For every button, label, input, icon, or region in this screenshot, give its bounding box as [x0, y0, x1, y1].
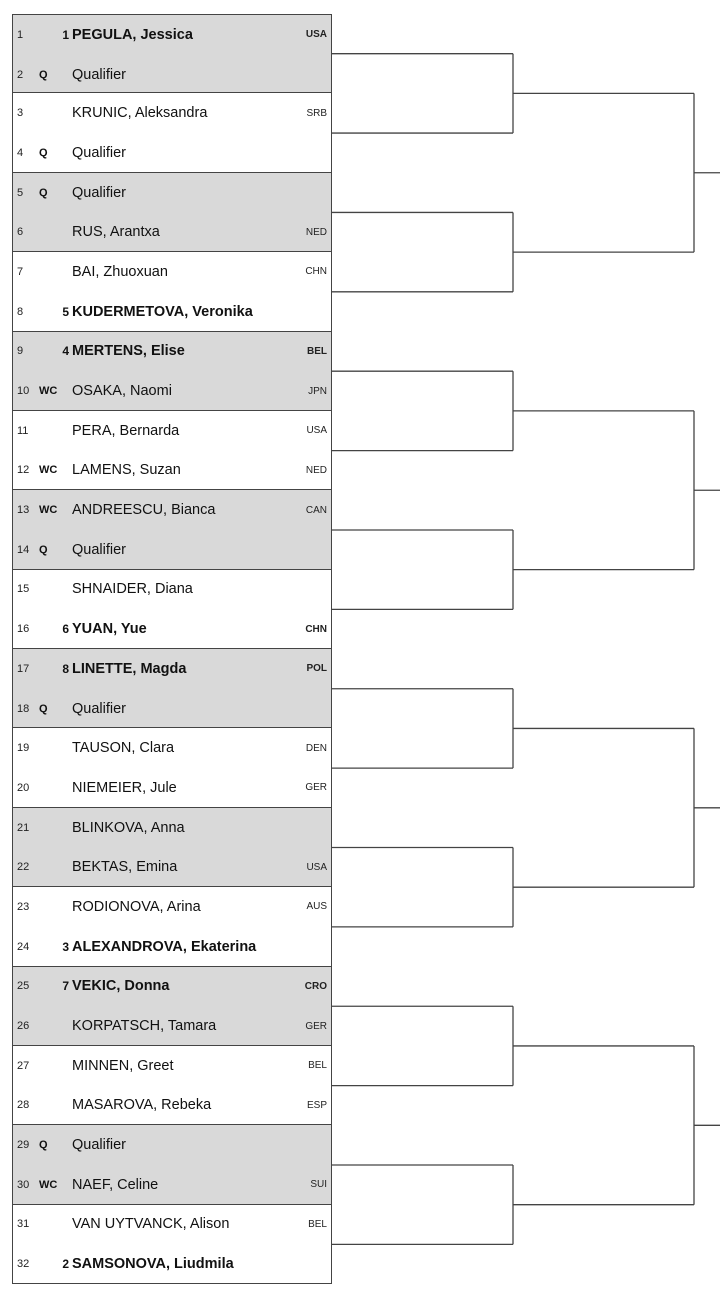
draw-entry[interactable]: [13, 1046, 331, 1086]
player-name: LINETTE, Magda: [72, 660, 187, 677]
player-name: KORPATSCH, Tamara: [72, 1018, 217, 1035]
draw-position: 18: [17, 702, 30, 715]
entry-tag: Q: [39, 1139, 48, 1152]
draw-position: 9: [17, 345, 24, 358]
draw-entry[interactable]: [13, 1125, 331, 1165]
match-pair: [12, 490, 332, 569]
draw-entry[interactable]: [13, 332, 331, 372]
player-name: TAUSON, Clara: [72, 740, 175, 757]
draw-entry[interactable]: [13, 768, 331, 808]
match-pair: [12, 93, 332, 172]
match-pair: [12, 1125, 332, 1204]
nationality: CHN: [305, 266, 327, 278]
player-name: YUAN, Yue: [72, 621, 147, 638]
draw-entry[interactable]: [13, 93, 331, 133]
draw-position: 11: [17, 424, 29, 437]
draw-entry[interactable]: [13, 1205, 331, 1245]
match-pair: [12, 570, 332, 649]
match-pair: [12, 411, 332, 490]
entry-tag: WC: [39, 504, 58, 517]
nationality: POL: [306, 663, 327, 675]
player-name: VAN UYTVANCK, Alison: [72, 1216, 230, 1233]
draw-position: 3: [17, 107, 24, 120]
draw-position: 25: [17, 980, 30, 993]
player-name: VEKIC, Donna: [72, 978, 170, 995]
entry-tag: Q: [39, 702, 48, 715]
draw-entry[interactable]: [13, 649, 331, 689]
draw-entry[interactable]: [13, 55, 331, 95]
nationality: USA: [305, 29, 327, 41]
player-name: SAMSONOVA, Liudmila: [72, 1256, 234, 1273]
nationality: DEN: [305, 742, 327, 754]
draw-position: 24: [17, 940, 30, 953]
nationality: JPN: [308, 385, 327, 397]
entry-tag: WC: [39, 385, 58, 398]
draw-position: 14: [17, 543, 30, 556]
entry-tag: Q: [39, 543, 48, 556]
draw-position: 1: [17, 28, 24, 41]
match-pair: [12, 173, 332, 252]
draw-entry[interactable]: [13, 411, 331, 451]
entry-tag: Q: [39, 68, 48, 81]
nationality: BEL: [308, 1060, 327, 1072]
player-name: Qualifier: [72, 144, 126, 161]
draw-entry[interactable]: [13, 490, 331, 530]
match-pair: [12, 1205, 332, 1284]
player-name: PEGULA, Jessica: [72, 26, 193, 43]
draw-position: 12: [17, 464, 30, 477]
draw-entry[interactable]: [13, 927, 331, 967]
draw-entry[interactable]: [13, 967, 331, 1007]
entry-tag: WC: [39, 1178, 58, 1191]
draw-position: 10: [17, 385, 30, 398]
draw-position: 20: [17, 781, 30, 794]
player-name: SHNAIDER, Diana: [72, 581, 193, 598]
nationality: ESP: [306, 1099, 327, 1111]
player-name: BEKTAS, Emina: [72, 859, 178, 876]
nationality: NED: [305, 226, 327, 238]
player-name: Qualifier: [72, 541, 126, 558]
player-name: BAI, Zhuoxuan: [72, 263, 168, 280]
draw-entry[interactable]: [13, 847, 331, 887]
nationality: GER: [305, 1020, 327, 1032]
match-pair: [12, 808, 332, 887]
player-name: MINNEN, Greet: [72, 1057, 174, 1074]
nationality: NED: [305, 464, 327, 476]
draw-entry[interactable]: [13, 887, 331, 927]
draw-entry[interactable]: [13, 15, 331, 55]
player-name: KRUNIC, Aleksandra: [72, 105, 208, 122]
draw-entry[interactable]: [13, 808, 331, 848]
player-name: MASAROVA, Rebeka: [72, 1097, 212, 1114]
nationality: CHN: [305, 623, 327, 635]
draw-entry[interactable]: [13, 1165, 331, 1205]
match-pair: [12, 649, 332, 728]
draw-position: 4: [17, 146, 24, 159]
draw-entry[interactable]: [13, 689, 331, 729]
draw-entry[interactable]: [13, 1244, 331, 1284]
seed-number: 2: [62, 1257, 69, 1272]
player-name: NAEF, Celine: [72, 1176, 159, 1193]
draw-position: 8: [17, 305, 24, 318]
draw-position: 17: [17, 662, 30, 675]
draw-entry[interactable]: [13, 609, 331, 649]
entry-tag: Q: [39, 186, 48, 199]
nationality: GER: [305, 782, 327, 794]
nationality: AUS: [306, 901, 327, 913]
player-name: RUS, Arantxa: [72, 224, 160, 241]
draw-position: 26: [17, 1020, 30, 1033]
draw-entry[interactable]: [13, 212, 331, 252]
nationality: CAN: [305, 504, 327, 516]
draw-entry[interactable]: [13, 292, 331, 332]
entry-tag: Q: [39, 146, 48, 159]
draw-entry[interactable]: [13, 728, 331, 768]
draw-position: 31: [17, 1218, 30, 1231]
nationality: SRB: [306, 107, 327, 119]
draw-position: 22: [17, 861, 30, 874]
nationality: BEL: [308, 1218, 327, 1230]
draw-position: 13: [17, 504, 30, 517]
draw-position: 6: [17, 226, 24, 239]
draw-position: 5: [17, 186, 24, 199]
seed-number: 5: [62, 304, 69, 319]
seed-number: 3: [62, 939, 69, 954]
draw-entry[interactable]: [13, 1086, 331, 1126]
player-name: MERTENS, Elise: [72, 343, 185, 360]
draw-position: 32: [17, 1258, 30, 1271]
match-pair: [12, 332, 332, 411]
match-pair: [12, 967, 332, 1046]
nationality: USA: [306, 861, 327, 873]
match-pair: [12, 252, 332, 331]
nationality: SUI: [310, 1179, 327, 1191]
player-name: Qualifier: [72, 66, 126, 83]
nationality: CRO: [304, 980, 327, 992]
draw-position: 21: [17, 821, 30, 834]
player-name: KUDERMETOVA, Veronika: [72, 303, 253, 320]
draw-position: 2: [17, 68, 24, 81]
draw-position: 29: [17, 1139, 30, 1152]
nationality: BEL: [307, 345, 327, 357]
nationality: USA: [306, 425, 327, 437]
player-name: RODIONOVA, Arina: [72, 898, 201, 915]
player-name: PERA, Bernarda: [72, 422, 180, 439]
player-name: ANDREESCU, Bianca: [72, 502, 216, 519]
draw-entry[interactable]: [13, 530, 331, 570]
match-pair: [12, 728, 332, 807]
player-name: ALEXANDROVA, Ekaterina: [72, 938, 257, 955]
draw-entry[interactable]: [13, 252, 331, 292]
seed-number: 6: [62, 622, 69, 637]
draw-position: 23: [17, 900, 30, 913]
seed-number: 8: [62, 661, 69, 676]
draw-position: 28: [17, 1099, 30, 1112]
draw-entry[interactable]: [13, 133, 331, 173]
draw-entry[interactable]: [13, 371, 331, 411]
draw-position: 30: [17, 1178, 30, 1191]
draw-entry[interactable]: [13, 570, 331, 610]
draw-position: 16: [17, 623, 30, 636]
player-name: OSAKA, Naomi: [72, 383, 172, 400]
player-name: Qualifier: [72, 700, 126, 717]
entry-tag: WC: [39, 464, 58, 477]
match-pair: [12, 14, 332, 93]
player-name: LAMENS, Suzan: [72, 462, 181, 479]
player-name: Qualifier: [72, 1137, 126, 1154]
seed-number: 4: [62, 344, 69, 359]
draw-position: 19: [17, 742, 30, 755]
seed-number: 7: [62, 979, 69, 994]
draw-position: 7: [17, 265, 24, 278]
match-pair: [12, 1046, 332, 1125]
draw-position: 27: [17, 1059, 30, 1072]
draw-entry[interactable]: [13, 451, 331, 491]
match-pair: [12, 887, 332, 966]
draw-entry[interactable]: [13, 1006, 331, 1046]
player-name: BLINKOVA, Anna: [72, 819, 185, 836]
player-name: NIEMEIER, Jule: [72, 779, 177, 796]
player-name: Qualifier: [72, 184, 126, 201]
draw-position: 15: [17, 583, 30, 596]
draw-entry[interactable]: [13, 173, 331, 213]
seed-number: 1: [62, 27, 69, 42]
draw-sheet: [12, 14, 332, 1284]
